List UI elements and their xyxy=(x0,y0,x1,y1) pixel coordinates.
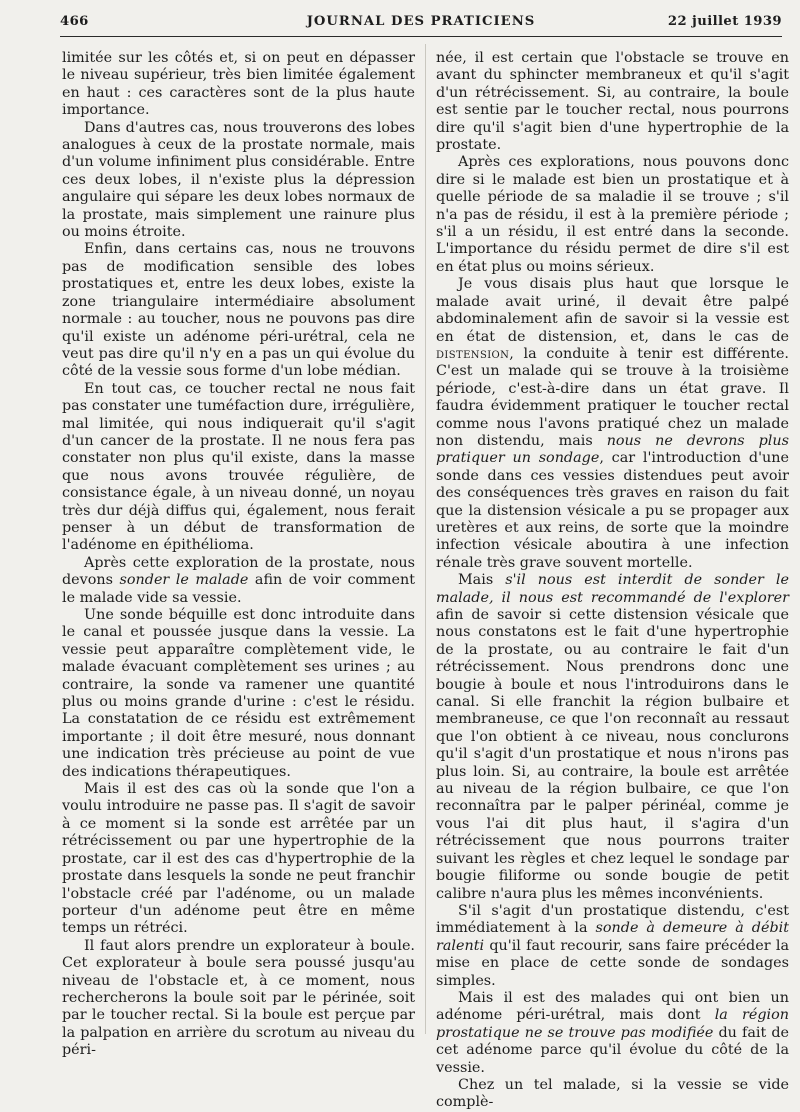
text-run: , la conduite à tenir est différente. C'est un malade qui se trouve à la troisième période, c'est-à-dire dans un état grave. Il faudra évidemment pratiquer le toucher rectal comme nous l'avons pratiqué chez un malade non distendu, mais xyxy=(436,345,789,449)
text-run: afin de voir comment le malade vide sa vessie. xyxy=(62,572,416,606)
paragraph xyxy=(436,990,789,1077)
text-run: du fait de cet adénome parce qu'il évolue du côté de la vessie. xyxy=(436,1024,789,1076)
italic-run: sonder le malade xyxy=(119,572,249,589)
small-caps-run: distension xyxy=(436,345,510,362)
italic-run: s'il nous est interdit de sonder le malade, il nous est recommandé de l'explorer xyxy=(436,572,789,606)
paragraph: née, il est certain que l'obstacle se trouve en avant du sphincter membraneux et qu'il s'agit d'un rétrécissement. Si, au contraire, la boule est sentie par le toucher rectal, nous pourrons dire qu'il s'agit bien d'une hypertrophie de la prostate. xyxy=(436,50,789,154)
paragraph: limitée sur les côtés et, si on peut en dépasser le niveau supérieur, très bien limitée également en haut : ces caractères sont de la plus haute importance. xyxy=(62,50,415,119)
text-run: Après cette exploration de la prostate, nous devons xyxy=(62,554,415,589)
paragraph: Dans d'autres cas, nous trouverons des lobes analogues à ceux de la prostate normale, mais d'un volume infiniment plus considérable. Entre ces deux lobes, il n'existe plus la dépression angulaire qui sépare les deux lobes normaux de la prostate, mais simplement une rainure plus ou moins étroite. xyxy=(62,119,415,241)
paragraph: En tout cas, ce toucher rectal ne nous fait pas constater une tuméfaction dure, irrégulière, mal limitée, qui nous indiquerait qu'il s'agit d'un cancer de la prostate. Il ne nous fera pas constater non plus qu'il existe, dans la masse que nous avons trouvée régulière, de consistance égale, à un niveau donné, un noyau très dur déjà diffus qui, également, nous ferait penser à un début de transformation de l'adénome en épithélioma. xyxy=(62,380,415,554)
italic-run: nous ne devrons plus pratiquer un sondage xyxy=(436,432,789,467)
text-run: S'il s'agit d'un prostatique distendu, c'est immédiatement à la xyxy=(436,902,789,937)
issue-date: 22 juillet 1939 xyxy=(667,14,782,29)
column-divider xyxy=(425,44,426,1034)
paragraph xyxy=(436,572,789,903)
header-rule xyxy=(60,36,782,37)
paragraph: Après ces explorations, nous pouvons donc dire si le malade est bien un prostatique et à quelle période de sa maladie il se trouve ; s'il n'a pas de résidu, il est à la première période ; s'il a un résidu, il est entré dans la seconde. L'importance du résidu permet de dire s'il est en état plus ou moins sérieux. xyxy=(436,154,789,275)
text-run: Je vous disais plus haut que lorsque le malade avait uriné, il devait être palpé abdominalement afin de savoir si la vessie est en état de distension, et, dans le cas de xyxy=(436,276,789,345)
text-run: , car l'introduction d'une sonde dans ces vessies distendues peut avoir des conséquences très graves en raison du fait que la distension vésicale a pu se propager aux uretères et aux reins, de sorte que la moindre infection vésicale aboutira à une infection rénale très grave souvent mortelle. xyxy=(436,450,789,571)
text-run: Mais xyxy=(458,572,506,589)
text-run: afin de savoir si cette distension vésicale que nous constatons est le fait d'une hypertrophie de la prostate, ou au contraire le fait d'un rétrécissement. Nous prendrons donc une bougie à boule et nous l'introduirons dans le canal. Si elle franchit la région bulbaire et membraneuse, ce que l'on reconnaît au ressaut que l'on obtient à ce niveau, nous conclurons qu'il s'agit d'un prostatique et nous n'irons pas plus loin. Si, au contraire, la boule est arrêtée au niveau de la région bulbaire, ce que l'on reconnaîtra par le palper périnéal, comme je vous l'ai dit plus haut, il s'agira d'un rétrécissement que nous pourrons traiter suivant les règles et chez lequel le sondage par bougie filiforme ou sonde bougie de petit calibre n'aura plus les mêmes inconvénients. xyxy=(436,607,789,902)
paragraph: Il faut alors prendre un explorateur à boule. Cet explorateur à boule sera poussé jusqu'au niveau de l'obstacle et, à ce moment, nous rechercherons la boule soit par le périnée, soit par le toucher rectal. Si la boule est perçue par la palpation en arrière du scrotum au niveau du péri- xyxy=(62,937,415,1059)
page-number: 466 xyxy=(60,14,89,29)
paragraph xyxy=(62,555,415,607)
italic-run: la région prostatique ne se trouve pas modifiée xyxy=(436,1007,789,1041)
paragraph: Enfin, dans certains cas, nous ne trouvons pas de modification sensible des lobes prostatiques et, entre les deux lobes, existe la zone triangulaire intermédiaire absolument normale : au toucher, nous ne pouvons pas dire qu'il existe un adénome péri-urétral, cela ne veut pas dire qu'il n'y en a pas un qui évolue du côté de la vessie sous forme d'un lobe médian. xyxy=(62,241,415,380)
running-header xyxy=(60,14,782,36)
italic-run: sonde à demeure à débit ralenti xyxy=(436,920,789,954)
text-run: qu'il faut recourir, sans faire précéder la mise en place de cette sonde de sondages simples. xyxy=(436,937,789,989)
right-column xyxy=(436,50,789,1111)
journal-title: JOURNAL DES PRATICIENS xyxy=(306,14,536,29)
paragraph xyxy=(436,276,789,572)
paragraph xyxy=(436,903,789,990)
paragraph: Mais il est des cas où la sonde que l'on a voulu introduire ne passe pas. Il s'agit de savoir à ce moment si la sonde est arrêtée par un rétrécissement ou par une hypertrophie de la prostate, car il est des cas d'hypertrophie de la prostate dans lesquels la sonde ne peut franchir l'obstacle créé par l'adénome, ou un malade porteur d'un adénome peut être en même temps un rétréci. xyxy=(62,781,415,937)
text-run: Mais il est des malades qui ont bien un adénome péri-urétral, mais dont xyxy=(436,989,789,1024)
left-column xyxy=(62,50,416,1059)
paragraph: Chez un tel malade, si la vessie se vide complè- xyxy=(436,1076,789,1111)
paragraph: Une sonde béquille est donc introduite dans le canal et poussée jusque dans la vessie. La vessie peut apparaître complètement vide, le malade évacuant complètement ses urines ; au contraire, la sonde va ramener une quantité plus ou moins grande d'urine : c'est le résidu. La constatation de ce résidu est extrêmement importante ; il doit être mesuré, nous donnant une indication très précieuse au point de vue des indications thérapeutiques. xyxy=(62,607,415,780)
